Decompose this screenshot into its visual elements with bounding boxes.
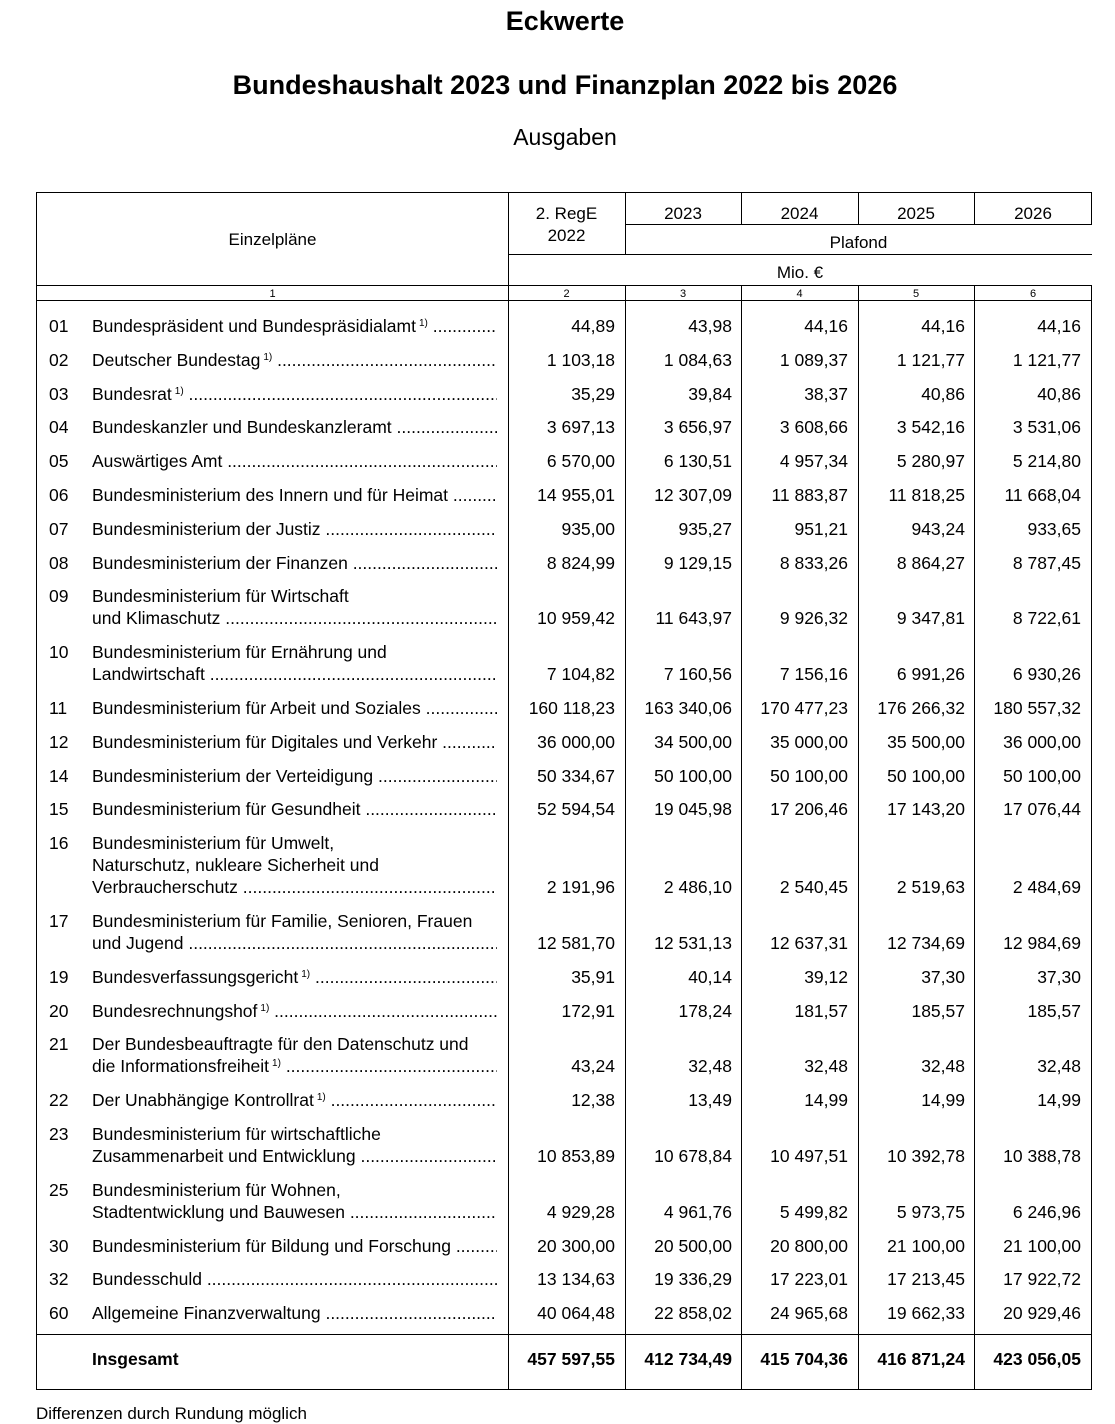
header-einzelplaene: Einzelpläne bbox=[228, 230, 317, 249]
plan-label-line: Bundesministerium für Wohnen, bbox=[92, 1179, 341, 1200]
value-cell: 12 531,13 bbox=[654, 933, 732, 953]
plan-label-line: Bundesministerium der Finanzen bbox=[92, 552, 348, 573]
header-year-2026: 2026 bbox=[1014, 204, 1052, 223]
plan-label-line: Bundesministerium für Digitales und Verkehr bbox=[92, 731, 438, 752]
plan-label-line: Bundesrat bbox=[92, 383, 172, 404]
value-cell: 3 531,06 bbox=[1012, 417, 1081, 438]
plan-label-line: Der Bundesbeauftragte für den Datenschutz und bbox=[92, 1034, 469, 1055]
plan-label-line: Bundespräsident und Bundespräsidialamt bbox=[92, 316, 416, 336]
plan-label-line: Bundesministerium der Verteidigung bbox=[92, 765, 374, 786]
value-cell: 10 497,51 bbox=[770, 1146, 848, 1166]
value-cell: 50 334,67 bbox=[537, 765, 615, 786]
value-cell: 14 955,01 bbox=[537, 485, 615, 505]
plan-number: 11 bbox=[49, 698, 68, 718]
plan-label-line: Zusammenarbeit und Entwicklung bbox=[92, 1146, 356, 1166]
plan-label-line: Der Unabhängige Kontrollrat bbox=[92, 1090, 314, 1111]
value-cell: 40 064,48 bbox=[537, 1303, 615, 1324]
column-index: 1 bbox=[269, 288, 276, 300]
plan-label bbox=[92, 1268, 497, 1290]
plan-label bbox=[92, 1000, 497, 1022]
value-cell: 12 581,70 bbox=[537, 933, 615, 953]
value-cell: 14,99 bbox=[804, 1090, 848, 1111]
value-cell: 40,86 bbox=[921, 383, 965, 404]
value-cell: 37,30 bbox=[1037, 966, 1081, 987]
value-cell: 44,16 bbox=[921, 316, 965, 336]
value-cell: 17 223,01 bbox=[770, 1269, 848, 1290]
plan-label-line: Bundesministerium für Gesundheit bbox=[92, 799, 361, 820]
value-cell: 163 340,06 bbox=[644, 698, 732, 718]
footnote-marker: 1) bbox=[418, 318, 428, 329]
plan-number: 07 bbox=[49, 518, 69, 539]
value-cell: 32,48 bbox=[1037, 1056, 1081, 1077]
plan-label bbox=[92, 383, 497, 405]
footnote-marker: 1) bbox=[272, 1058, 281, 1070]
value-cell: 1 089,37 bbox=[779, 349, 848, 370]
plan-label bbox=[92, 697, 497, 719]
plan-number: 02 bbox=[49, 349, 69, 370]
table-row bbox=[37, 832, 1093, 898]
value-cell: 8 864,27 bbox=[896, 552, 965, 573]
plan-number: 12 bbox=[49, 731, 69, 752]
footnote-marker: 1) bbox=[316, 1092, 326, 1104]
header-plafond: Plafond bbox=[829, 233, 888, 252]
value-cell: 7 156,16 bbox=[779, 664, 848, 685]
value-cell: 6 930,26 bbox=[1012, 664, 1081, 685]
value-cell: 5 499,82 bbox=[779, 1201, 848, 1222]
value-cell: 12 984,69 bbox=[1003, 933, 1081, 953]
plan-label bbox=[92, 1089, 497, 1111]
value-cell: 951,21 bbox=[794, 518, 848, 539]
plan-label-line: Bundesministerium für Umwelt, bbox=[92, 833, 335, 854]
plan-label bbox=[92, 349, 497, 371]
value-cell: 14,99 bbox=[921, 1090, 965, 1111]
value-cell: 13,49 bbox=[688, 1090, 732, 1111]
value-cell: 9 347,81 bbox=[896, 608, 965, 629]
value-cell: 181,57 bbox=[794, 1000, 848, 1021]
table-row bbox=[37, 1033, 1093, 1077]
plan-number: 20 bbox=[49, 1000, 69, 1021]
value-cell: 12,38 bbox=[571, 1090, 615, 1111]
value-cell: 32,48 bbox=[688, 1056, 732, 1077]
value-cell: 176 266,32 bbox=[877, 698, 965, 718]
table-row bbox=[37, 585, 1093, 629]
plan-label-line: Bundesministerium für Wirtschaft bbox=[92, 586, 349, 607]
document-title: Eckwerte bbox=[505, 6, 625, 36]
table-row bbox=[37, 349, 1093, 371]
plan-label bbox=[92, 832, 497, 898]
value-cell: 34 500,00 bbox=[654, 731, 732, 752]
value-cell: 17 206,46 bbox=[770, 799, 848, 820]
value-cell: 2 486,10 bbox=[663, 877, 732, 898]
value-cell: 35 000,00 bbox=[770, 731, 848, 752]
value-cell: 35 500,00 bbox=[887, 731, 965, 752]
plan-number: 25 bbox=[49, 1179, 69, 1200]
value-cell: 3 542,16 bbox=[896, 417, 965, 438]
value-cell: 935,27 bbox=[678, 518, 732, 539]
total-label: Insgesamt bbox=[92, 1349, 179, 1369]
table-row bbox=[37, 383, 1093, 405]
plan-number: 06 bbox=[49, 485, 69, 505]
value-cell: 11 643,97 bbox=[655, 608, 732, 629]
header-col2-line2: 2022 bbox=[547, 226, 586, 245]
plan-label-line: Bundesministerium für Bildung und Forschung bbox=[92, 1235, 451, 1256]
total-value: 412 734,49 bbox=[644, 1349, 732, 1369]
value-cell: 8 722,61 bbox=[1012, 608, 1081, 629]
plan-label-line: Bundesverfassungsgericht bbox=[92, 966, 299, 987]
table-row bbox=[37, 1302, 1093, 1324]
plan-number: 09 bbox=[49, 586, 69, 607]
value-cell: 19 045,98 bbox=[654, 799, 732, 820]
table-row bbox=[37, 552, 1093, 574]
value-cell: 22 858,02 bbox=[654, 1303, 732, 1324]
value-cell: 1 121,77 bbox=[896, 349, 965, 370]
value-cell: 19 336,29 bbox=[654, 1269, 732, 1290]
table-row bbox=[37, 1268, 1093, 1290]
plan-label bbox=[92, 731, 497, 753]
value-cell: 10 853,89 bbox=[537, 1146, 615, 1166]
table-row bbox=[37, 966, 1093, 988]
plan-label-line: Verbraucherschutz bbox=[92, 877, 238, 898]
value-cell: 2 484,69 bbox=[1012, 877, 1081, 898]
value-cell: 943,24 bbox=[911, 518, 965, 539]
plan-number: 15 bbox=[49, 799, 69, 820]
value-cell: 17 213,45 bbox=[887, 1269, 965, 1290]
header-year-2023: 2023 bbox=[664, 204, 702, 223]
plan-label bbox=[92, 966, 497, 988]
plan-label bbox=[92, 910, 497, 954]
value-cell: 170 477,23 bbox=[760, 698, 848, 718]
value-cell: 935,00 bbox=[561, 518, 615, 539]
plan-label-line: Landwirtschaft bbox=[92, 664, 205, 685]
value-cell: 36 000,00 bbox=[537, 731, 615, 752]
table-row bbox=[37, 484, 1093, 506]
value-cell: 6 130,51 bbox=[663, 451, 732, 472]
plan-number: 21 bbox=[49, 1034, 69, 1055]
value-cell: 50 100,00 bbox=[654, 765, 732, 786]
value-cell: 17 143,20 bbox=[887, 799, 965, 820]
plan-label bbox=[92, 484, 497, 506]
value-cell: 50 100,00 bbox=[770, 765, 848, 786]
column-index: 4 bbox=[796, 288, 803, 300]
table-row bbox=[37, 697, 1093, 719]
value-cell: 12 734,69 bbox=[887, 933, 965, 953]
column-index: 6 bbox=[1029, 288, 1037, 300]
value-cell: 20 300,00 bbox=[537, 1235, 615, 1256]
header-rule bbox=[37, 300, 1092, 301]
value-cell: 4 929,28 bbox=[546, 1201, 615, 1222]
value-cell: 19 662,33 bbox=[887, 1303, 965, 1324]
plan-label bbox=[92, 641, 497, 685]
column-index: 3 bbox=[679, 288, 687, 300]
value-cell: 9 926,32 bbox=[779, 608, 848, 629]
value-cell: 3 656,97 bbox=[663, 417, 732, 438]
value-cell: 7 104,82 bbox=[546, 664, 615, 685]
table-row bbox=[37, 1089, 1093, 1111]
value-cell: 185,57 bbox=[911, 1000, 965, 1021]
plan-number: 16 bbox=[49, 833, 69, 854]
value-cell: 8 787,45 bbox=[1012, 552, 1081, 573]
value-cell: 1 103,18 bbox=[546, 349, 615, 370]
plan-number: 23 bbox=[49, 1124, 69, 1144]
value-cell: 50 100,00 bbox=[1003, 765, 1081, 786]
plan-label-line: Stadtentwicklung und Bauwesen bbox=[92, 1201, 345, 1222]
value-cell: 21 100,00 bbox=[887, 1235, 965, 1256]
value-cell: 185,57 bbox=[1027, 1000, 1081, 1021]
table-row bbox=[37, 518, 1093, 540]
plan-label-line: Deutscher Bundestag bbox=[92, 349, 261, 370]
column-index: 5 bbox=[912, 288, 920, 300]
plan-label-line: Bundesministerium für Ernährung und bbox=[92, 642, 387, 663]
value-cell: 5 973,75 bbox=[896, 1201, 965, 1222]
plan-label-line: Bundesschuld bbox=[92, 1269, 202, 1290]
value-cell: 11 818,25 bbox=[888, 485, 965, 505]
value-cell: 8 824,99 bbox=[546, 552, 615, 573]
value-cell: 160 118,23 bbox=[528, 698, 615, 718]
value-cell: 180 557,32 bbox=[993, 698, 1081, 718]
footnote-marker: 1) bbox=[174, 385, 184, 397]
plan-number: 01 bbox=[49, 316, 69, 336]
value-cell: 40,86 bbox=[1037, 383, 1081, 404]
value-cell: 4 961,76 bbox=[663, 1201, 732, 1222]
plan-number: 60 bbox=[49, 1303, 69, 1324]
total-value: 415 704,36 bbox=[760, 1349, 848, 1369]
plan-label bbox=[92, 585, 497, 629]
value-cell: 43,98 bbox=[688, 316, 732, 336]
plan-label-line: Auswärtiges Amt bbox=[92, 451, 223, 472]
table-row bbox=[37, 1179, 1093, 1223]
header-unit: Mio. € bbox=[776, 263, 824, 282]
value-cell: 36 000,00 bbox=[1003, 731, 1081, 752]
plan-label bbox=[92, 765, 497, 787]
plan-label-line: und Klimaschutz bbox=[92, 608, 221, 629]
plan-label bbox=[92, 552, 497, 574]
section-title: Ausgaben bbox=[513, 124, 617, 150]
value-cell: 3 608,66 bbox=[779, 417, 848, 438]
plan-number: 03 bbox=[49, 383, 69, 404]
value-cell: 37,30 bbox=[921, 966, 965, 987]
plan-label-line: Bundesministerium für Familie, Senioren, Frauen bbox=[92, 911, 473, 931]
table-row bbox=[37, 765, 1093, 787]
table-row bbox=[37, 1123, 1093, 1167]
value-cell: 9 129,15 bbox=[663, 552, 732, 573]
value-cell: 20 800,00 bbox=[770, 1235, 848, 1256]
document-subtitle: Bundeshaushalt 2023 und Finanzplan 2022 bis 2026 bbox=[232, 70, 898, 100]
table-row bbox=[37, 731, 1093, 753]
plan-number: 17 bbox=[49, 911, 69, 931]
value-cell: 38,37 bbox=[804, 383, 848, 404]
plan-label-line: Naturschutz, nukleare Sicherheit und bbox=[92, 855, 379, 876]
plan-label-line: Bundeskanzler und Bundeskanzleramt bbox=[92, 417, 392, 438]
value-cell: 2 191,96 bbox=[546, 877, 615, 898]
value-cell: 17 076,44 bbox=[1003, 799, 1081, 820]
plan-label bbox=[92, 315, 497, 337]
total-value: 423 056,05 bbox=[993, 1349, 1081, 1369]
plan-label-line: Bundesministerium für wirtschaftliche bbox=[92, 1124, 381, 1144]
value-cell: 178,24 bbox=[678, 1000, 732, 1021]
value-cell: 172,91 bbox=[561, 1000, 615, 1021]
value-cell: 44,16 bbox=[804, 316, 848, 336]
table-row bbox=[37, 798, 1093, 820]
value-cell: 6 570,00 bbox=[546, 451, 615, 472]
value-cell: 7 160,56 bbox=[663, 664, 732, 685]
value-cell: 21 100,00 bbox=[1003, 1235, 1081, 1256]
plan-label-line: Bundesministerium für Arbeit und Soziales bbox=[92, 698, 421, 718]
value-cell: 3 697,13 bbox=[546, 417, 615, 438]
header-year-2025: 2025 bbox=[897, 204, 935, 223]
table-row bbox=[37, 450, 1093, 472]
plan-label-line: die Informationsfreiheit bbox=[92, 1056, 270, 1077]
plan-label bbox=[92, 1302, 497, 1324]
header-rule bbox=[508, 254, 1092, 255]
plan-number: 08 bbox=[49, 552, 69, 573]
value-cell: 44,16 bbox=[1037, 316, 1081, 336]
table-row bbox=[37, 641, 1093, 685]
value-cell: 43,24 bbox=[571, 1056, 615, 1077]
plan-label bbox=[92, 1033, 497, 1077]
value-cell: 12 637,31 bbox=[770, 933, 848, 953]
value-cell: 40,14 bbox=[688, 966, 732, 987]
total-value: 457 597,55 bbox=[527, 1349, 615, 1369]
plan-number: 19 bbox=[49, 966, 69, 987]
value-cell: 12 307,09 bbox=[654, 485, 732, 505]
table-row bbox=[37, 1235, 1093, 1257]
value-cell: 4 957,34 bbox=[779, 451, 848, 472]
value-cell: 14,99 bbox=[1037, 1090, 1081, 1111]
header-year-2024: 2024 bbox=[780, 204, 819, 223]
plan-number: 32 bbox=[49, 1269, 69, 1290]
value-cell: 6 991,26 bbox=[896, 664, 965, 685]
value-cell: 52 594,54 bbox=[537, 799, 615, 820]
header-rule bbox=[37, 285, 1092, 286]
value-cell: 20 929,46 bbox=[1003, 1303, 1081, 1324]
footnote-marker: 1) bbox=[301, 968, 311, 980]
value-cell: 8 833,26 bbox=[779, 552, 848, 573]
value-cell: 13 134,63 bbox=[537, 1269, 615, 1290]
value-cell: 2 540,45 bbox=[779, 877, 848, 898]
table-row bbox=[37, 1000, 1093, 1022]
value-cell: 2 519,63 bbox=[896, 877, 965, 898]
value-cell: 10 678,84 bbox=[654, 1146, 732, 1166]
value-cell: 24 965,68 bbox=[770, 1303, 848, 1324]
plan-label bbox=[92, 1179, 497, 1223]
value-cell: 5 214,80 bbox=[1012, 451, 1081, 472]
table-row bbox=[37, 416, 1093, 438]
value-cell: 35,91 bbox=[571, 966, 615, 987]
plan-label bbox=[92, 450, 497, 472]
table-row bbox=[37, 910, 1093, 954]
value-cell: 10 959,42 bbox=[537, 608, 615, 629]
footnote-marker: 1) bbox=[260, 1002, 270, 1014]
plan-label bbox=[92, 518, 497, 540]
plan-label bbox=[92, 416, 497, 438]
plan-label-line: und Jugend bbox=[92, 933, 184, 953]
plan-label-line: Allgemeine Finanzverwaltung bbox=[92, 1303, 321, 1324]
plan-label bbox=[92, 798, 497, 820]
value-cell: 50 100,00 bbox=[887, 765, 965, 786]
column-index: 2 bbox=[563, 288, 570, 300]
table-row bbox=[37, 315, 1093, 337]
plan-label-line: Bundesministerium der Justiz bbox=[92, 518, 321, 539]
plan-label-line: Bundesrechnungshof bbox=[92, 1000, 258, 1021]
footnote: Differenzen durch Rundung möglich bbox=[36, 1404, 307, 1423]
value-cell: 20 500,00 bbox=[654, 1235, 732, 1256]
header-col2-line1: 2. RegE bbox=[535, 204, 598, 223]
plan-number: 14 bbox=[49, 765, 69, 786]
value-cell: 11 883,87 bbox=[771, 485, 848, 505]
value-cell: 10 388,78 bbox=[1003, 1146, 1081, 1166]
plan-number: 10 bbox=[49, 642, 69, 663]
value-cell: 5 280,97 bbox=[896, 451, 965, 472]
plan-number: 04 bbox=[49, 417, 69, 438]
value-cell: 1 121,77 bbox=[1012, 349, 1081, 370]
budget-table bbox=[36, 192, 1092, 1390]
plan-number: 05 bbox=[49, 451, 69, 472]
plan-number: 22 bbox=[49, 1090, 69, 1111]
footnote-marker: 1) bbox=[263, 351, 273, 363]
plan-label-line: Bundesministerium des Innern und für Heimat bbox=[92, 485, 449, 505]
plan-label bbox=[92, 1235, 497, 1257]
value-cell: 39,12 bbox=[804, 966, 848, 987]
total-value: 416 871,24 bbox=[877, 1349, 965, 1369]
value-cell: 11 668,04 bbox=[1004, 485, 1081, 505]
value-cell: 39,84 bbox=[688, 383, 732, 404]
value-cell: 6 246,96 bbox=[1012, 1201, 1081, 1222]
total-rule bbox=[37, 1334, 1092, 1335]
value-cell: 933,65 bbox=[1027, 518, 1081, 539]
value-cell: 17 922,72 bbox=[1003, 1269, 1081, 1290]
plan-number: 30 bbox=[49, 1235, 69, 1256]
plan-label bbox=[92, 1123, 497, 1167]
value-cell: 1 084,63 bbox=[663, 349, 732, 370]
value-cell: 10 392,78 bbox=[887, 1146, 965, 1166]
value-cell: 32,48 bbox=[804, 1056, 848, 1077]
value-cell: 32,48 bbox=[921, 1056, 965, 1077]
value-cell: 35,29 bbox=[571, 383, 615, 404]
value-cell: 44,89 bbox=[571, 316, 615, 336]
